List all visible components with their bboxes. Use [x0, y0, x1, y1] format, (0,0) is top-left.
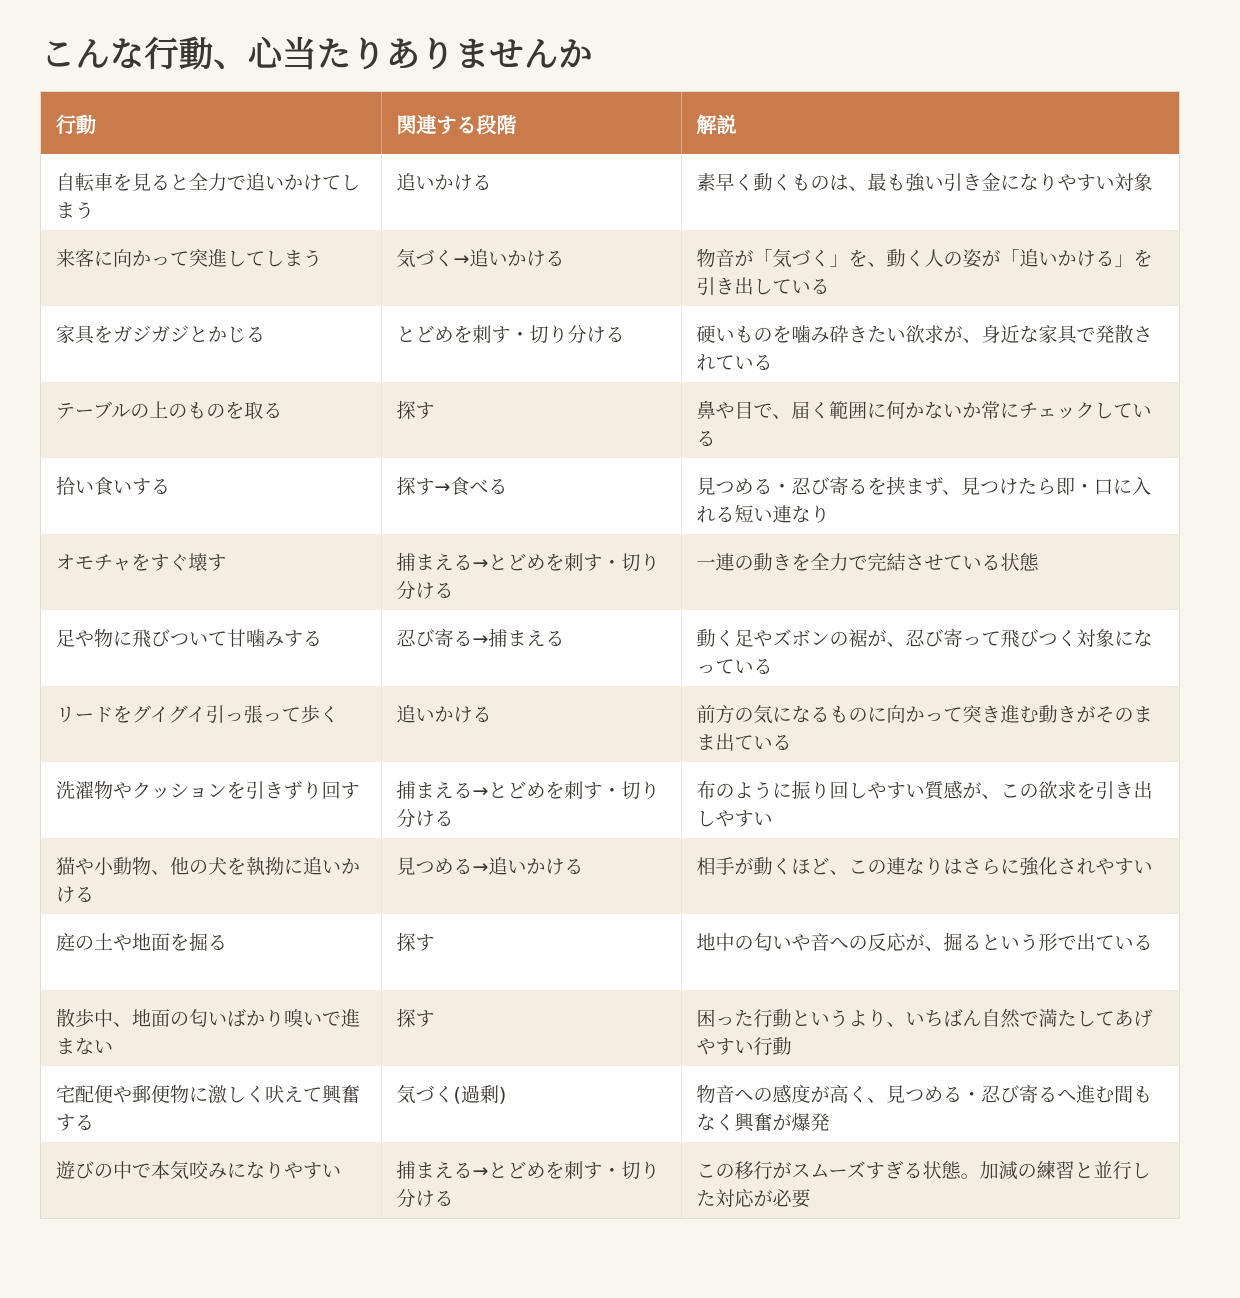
cell-stage: 追いかける [381, 686, 681, 762]
cell-behavior: 拾い食いする [41, 458, 381, 534]
table-row [41, 762, 1179, 838]
cell-explanation: 相手が動くほど、この連なりはさらに強化されやすい [696, 856, 1153, 878]
cell-explanation: 一連の動きを全力で完結させている状態 [696, 552, 1039, 574]
table-row [41, 990, 1179, 1066]
cell-stage: 探す [381, 914, 681, 990]
behavior-table-container [40, 91, 1180, 1219]
table-body [41, 154, 1179, 1218]
cell-behavior: オモチャをすぐ壊す [41, 534, 381, 610]
cell-explanation: 物音が「気づく」を、動く人の姿が「追いかける」を引き出している [696, 248, 1153, 298]
cell-stage: 捕まえる→とどめを刺す・切り分ける [381, 762, 681, 838]
table-row [41, 838, 1179, 914]
cell-behavior: 自転車を見ると全力で追いかけてしまう [41, 154, 381, 230]
cell-explanation: 困った行動というより、いちばん自然で満たしてあげやすい行動 [696, 1008, 1153, 1058]
cell-stage: 探す [381, 382, 681, 458]
cell-explanation: 物音への感度が高く、見つめる・忍び寄るへ進む間もなく興奮が爆発 [696, 1084, 1153, 1134]
cell-behavior: テーブルの上のものを取る [41, 382, 381, 458]
table-row [41, 914, 1179, 990]
header-stage: 関連する段階 [381, 92, 681, 154]
cell-explanation: 素早く動くものは、最も強い引き金になりやすい対象 [696, 172, 1153, 194]
cell-explanation: 布のように振り回しやすい質感が、この欲求を引き出しやすい [696, 780, 1153, 830]
cell-behavior: リードをグイグイ引っ張って歩く [41, 686, 381, 762]
cell-stage: 見つめる→追いかける [381, 838, 681, 914]
cell-stage: 探す [381, 990, 681, 1066]
cell-explanation: 動く足やズボンの裾が、忍び寄って飛びつく対象になっている [696, 628, 1153, 678]
cell-stage: 気づく→追いかける [381, 230, 681, 306]
cell-behavior: 来客に向かって突進してしまう [41, 230, 381, 306]
table-row [41, 306, 1179, 382]
cell-stage: 捕まえる→とどめを刺す・切り分ける [381, 1142, 681, 1218]
cell-stage: 気づく(過剰) [381, 1066, 681, 1142]
cell-explanation: 鼻や目で、届く範囲に何かないか常にチェックしている [696, 400, 1152, 450]
table-row [41, 686, 1179, 762]
cell-behavior: 宅配便や郵便物に激しく吠えて興奮する [41, 1066, 381, 1142]
cell-behavior: 足や物に飛びついて甘噛みする [41, 610, 381, 686]
table-row [41, 610, 1179, 686]
cell-explanation: 硬いものを噛み砕きたい欲求が、身近な家具で発散されている [696, 324, 1153, 374]
cell-behavior: 洗濯物やクッションを引きずり回す [41, 762, 381, 838]
cell-explanation: この移行がスムーズすぎる状態。加減の練習と並行した対応が必要 [696, 1160, 1151, 1210]
cell-explanation: 見つめる・忍び寄るを挟まず、見つけたら即・口に入れる短い連なり [696, 476, 1151, 526]
cell-behavior: 散歩中、地面の匂いばかり嗅いで進まない [41, 990, 381, 1066]
cell-behavior: 家具をガジガジとかじる [41, 306, 381, 382]
cell-stage: 追いかける [381, 154, 681, 230]
table-row [41, 1142, 1179, 1218]
table-row [41, 534, 1179, 610]
cell-stage: 忍び寄る→捕まえる [381, 610, 681, 686]
cell-stage: とどめを刺す・切り分ける [381, 306, 681, 382]
table-row [41, 458, 1179, 534]
table-header-row [41, 92, 1179, 154]
cell-behavior: 猫や小動物、他の犬を執拗に追いかける [41, 838, 381, 914]
cell-behavior: 遊びの中で本気咬みになりやすい [41, 1142, 381, 1218]
table-row [41, 154, 1179, 230]
table-row [41, 230, 1179, 306]
cell-explanation: 地中の匂いや音への反応が、掘るという形で出ている [696, 932, 1153, 954]
page-title: こんな行動、心当たりありませんか [41, 35, 593, 75]
header-explanation: 解説 [696, 112, 737, 137]
table-row [41, 382, 1179, 458]
cell-stage: 捕まえる→とどめを刺す・切り分ける [381, 534, 681, 610]
table-row [41, 1066, 1179, 1142]
cell-behavior: 庭の土や地面を掘る [41, 914, 381, 990]
table-header [41, 92, 1179, 154]
header-behavior: 行動 [41, 92, 381, 154]
behavior-table [41, 92, 1179, 1218]
cell-explanation: 前方の気になるものに向かって突き進む動きがそのまま出ている [696, 704, 1153, 754]
cell-stage: 探す→食べる [381, 458, 681, 534]
